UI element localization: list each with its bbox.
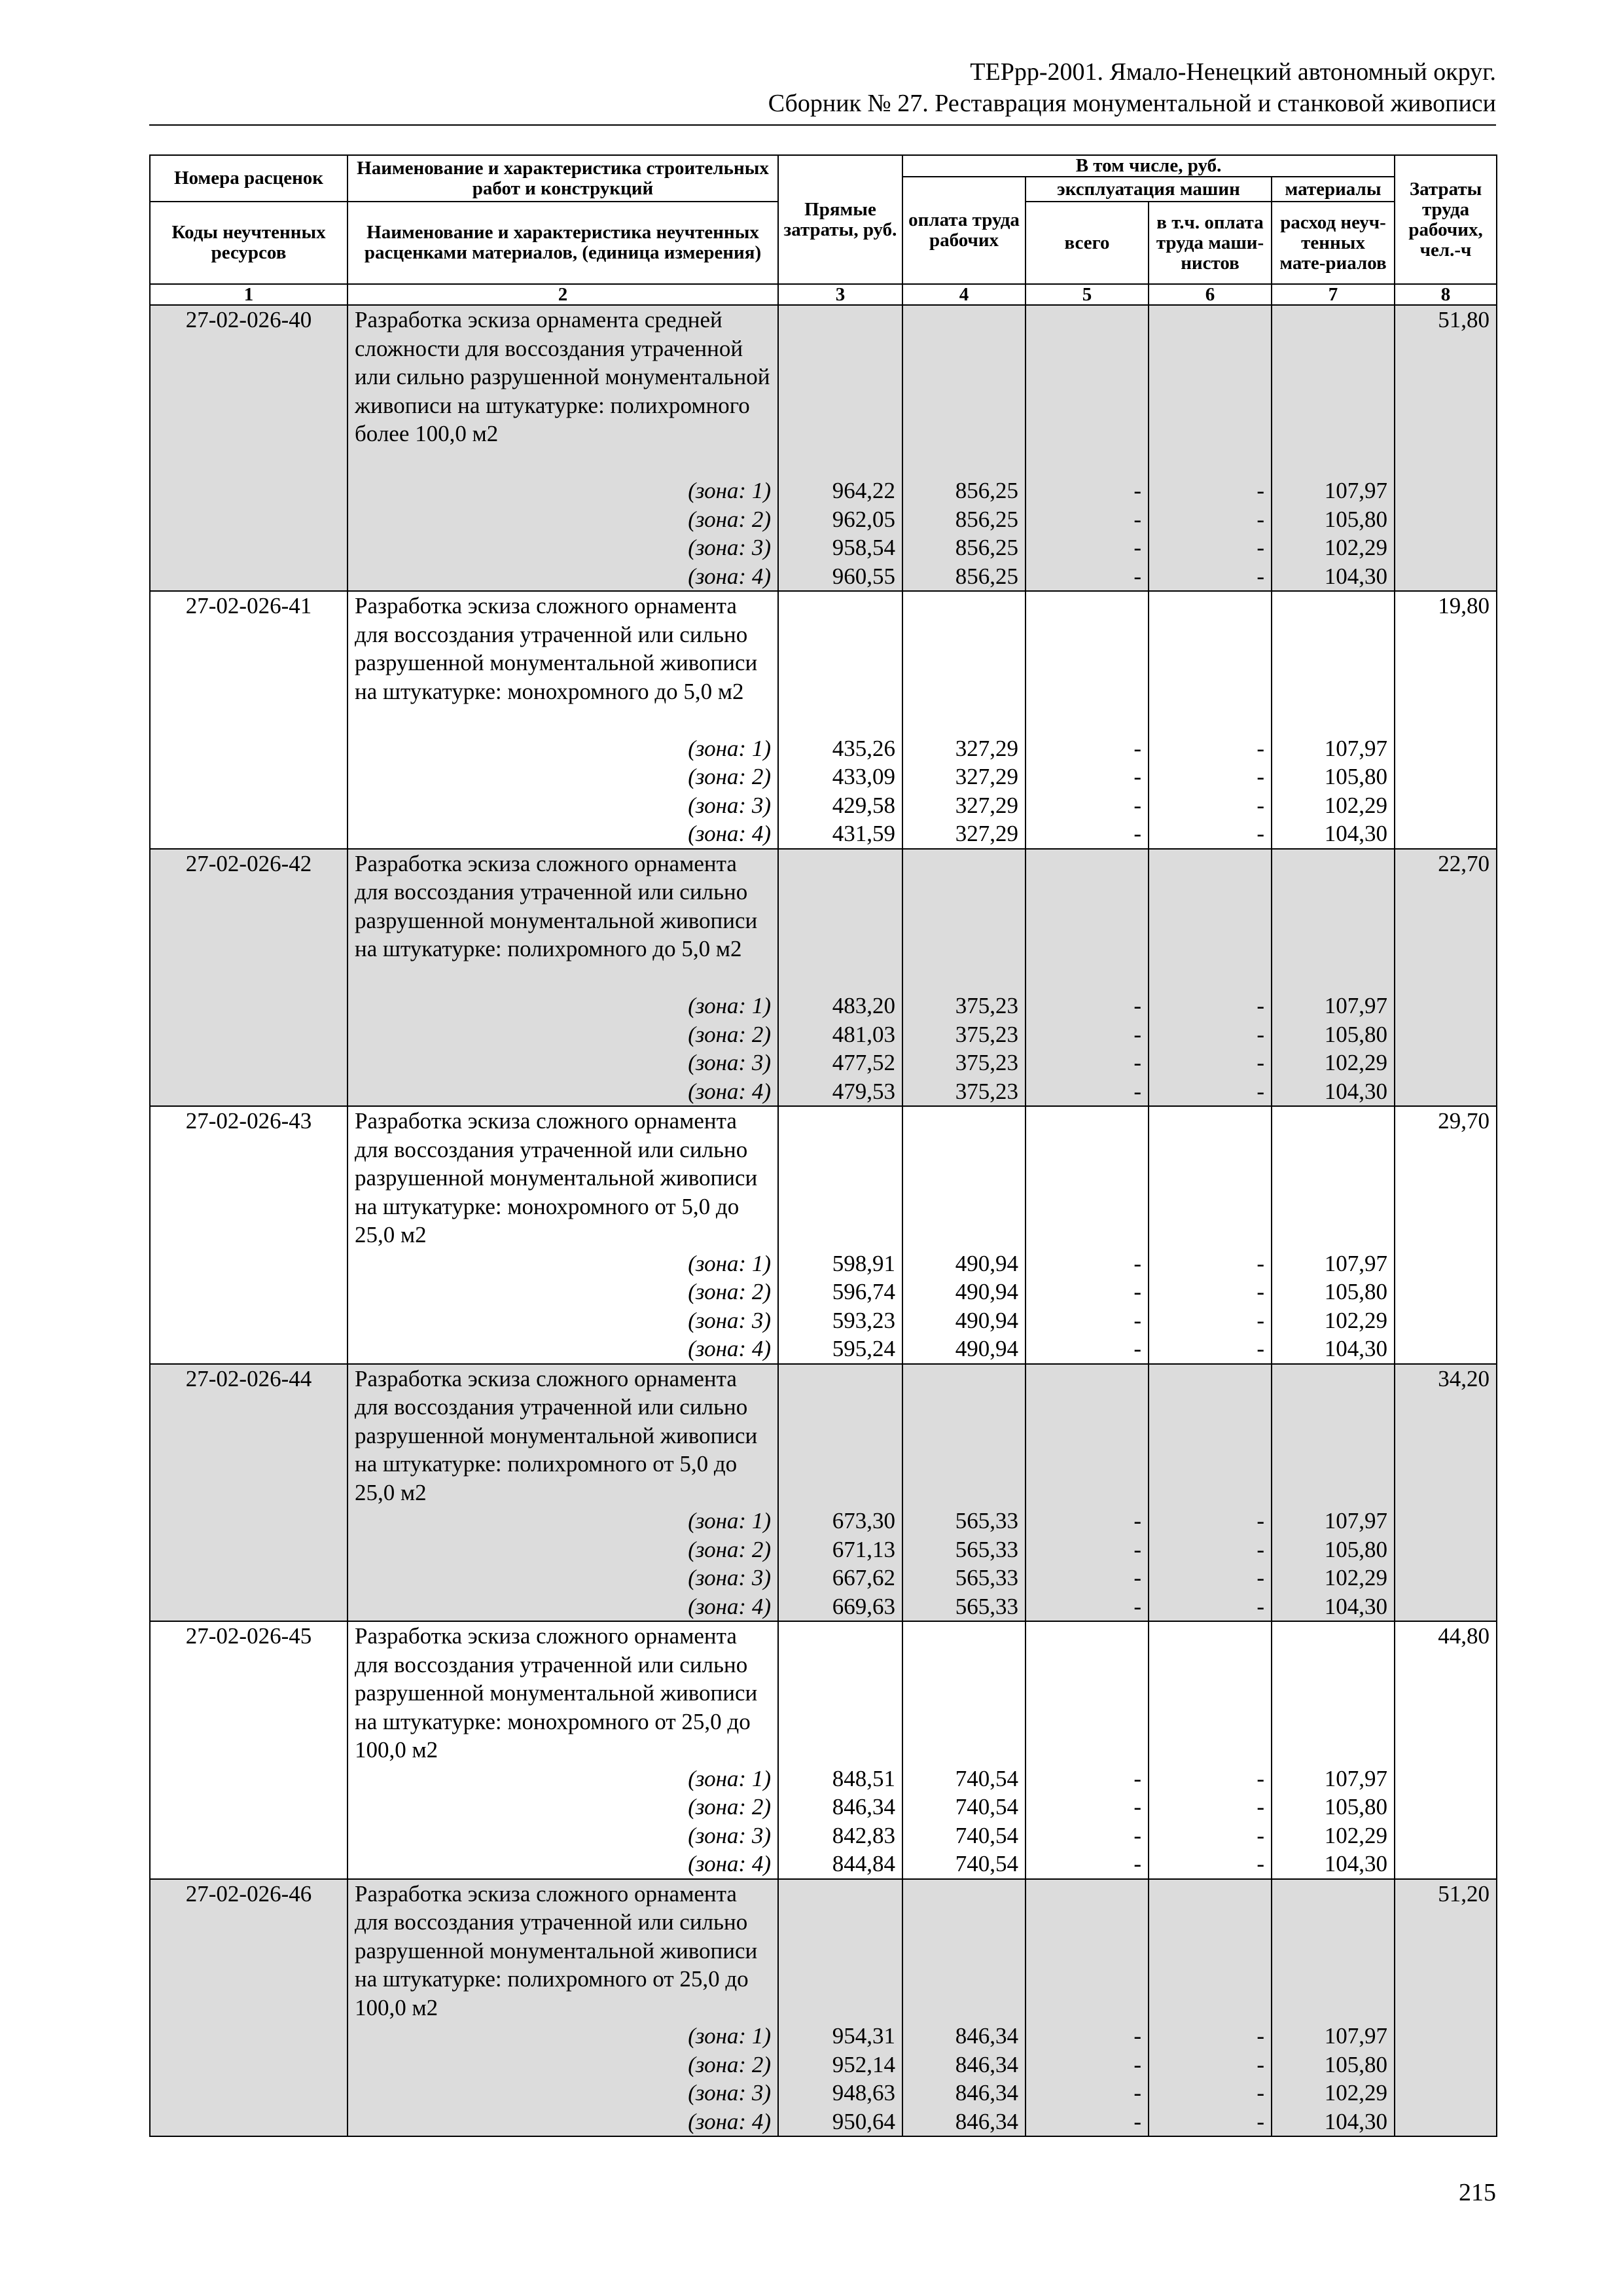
labor-pay-value: 740,54 — [955, 1822, 1018, 1848]
direct-costs-value: 667,62 — [832, 1565, 895, 1590]
direct-costs-cell — [778, 591, 902, 849]
machine-total-value: - — [1133, 1307, 1141, 1333]
machine-total-value: - — [1133, 792, 1141, 818]
machine-total-value: - — [1133, 1508, 1141, 1534]
header-direct-costs: Прямые затраты, руб. — [778, 155, 902, 284]
labor-costs-cell — [1395, 305, 1497, 591]
direct-costs-value: 433,09 — [832, 764, 895, 789]
materials-value: 104,30 — [1324, 821, 1388, 846]
machine-total-cell — [1026, 305, 1149, 591]
machine-total-value: - — [1133, 1851, 1141, 1876]
materials-value: 104,30 — [1324, 563, 1388, 589]
materials-value: 102,29 — [1324, 535, 1388, 560]
direct-costs-value: 481,03 — [832, 1021, 895, 1047]
work-name: Разработка эскиза сложного орнамента для воссоздания утраченной или сильно разрушенной монументальной живописи на штукатурке: монохромного от 5,0 до 25,0 м2 — [355, 1108, 758, 1247]
rates-table — [149, 154, 1497, 2137]
machinist-pay-value: - — [1257, 1822, 1264, 1848]
labor-costs-cell — [1395, 1364, 1497, 1622]
direct-costs-value: 431,59 — [832, 821, 895, 846]
page-number: 215 — [1459, 2179, 1496, 2206]
zone-label: (зона: 3) — [688, 792, 771, 818]
machine-total-value: - — [1133, 478, 1141, 503]
machinist-pay-value: - — [1257, 1565, 1264, 1590]
materials-value: 102,29 — [1324, 2080, 1388, 2106]
materials-cell — [1272, 1621, 1395, 1879]
labor-pay-value: 375,23 — [955, 993, 1018, 1018]
machinist-pay-value: - — [1257, 506, 1264, 532]
labor-pay-value: 490,94 — [955, 1307, 1018, 1333]
machinist-pay-cell — [1149, 305, 1272, 591]
machinist-pay-value: - — [1257, 1021, 1264, 1047]
materials-cell — [1272, 1879, 1395, 2137]
materials-value: 105,80 — [1324, 506, 1388, 532]
table-row — [150, 1621, 1497, 1879]
work-name-cell — [348, 305, 778, 591]
materials-value: 104,30 — [1324, 1851, 1388, 1876]
labor-pay-value: 327,29 — [955, 792, 1018, 818]
machine-total-value: - — [1133, 1279, 1141, 1304]
machine-total-value: - — [1133, 1794, 1141, 1820]
machinist-pay-cell — [1149, 1621, 1272, 1879]
zone-label: (зона: 2) — [688, 2051, 771, 2077]
zone-label: (зона: 4) — [688, 563, 771, 589]
direct-costs-value: 596,74 — [832, 1279, 895, 1304]
work-name: Разработка эскиза орнамента средней сложности для воссоздания утраченной или сильно разрушенной монументальной живописи на штукатурке: полихромного более 100,0 м2 — [355, 307, 770, 446]
direct-costs-value: 964,22 — [832, 478, 895, 503]
direct-costs-value: 958,54 — [832, 535, 895, 560]
direct-costs-value: 846,34 — [832, 1794, 895, 1820]
labor-pay-cell — [902, 305, 1026, 591]
table-row — [150, 1879, 1497, 2137]
machine-total-value: - — [1133, 1050, 1141, 1075]
column-number: 7 — [1272, 284, 1395, 305]
machine-total-value: - — [1133, 1336, 1141, 1361]
direct-costs-value: 479,53 — [832, 1078, 895, 1104]
machine-total-value: - — [1133, 764, 1141, 789]
rate-code-cell — [150, 1621, 348, 1879]
zone-label: (зона: 3) — [688, 535, 771, 560]
zone-label: (зона: 2) — [688, 506, 771, 532]
rate-code: 27-02-026-43 — [185, 1108, 312, 1134]
materials-value: 102,29 — [1324, 1822, 1388, 1848]
zone-label: (зона: 4) — [688, 1336, 771, 1361]
labor-pay-value: 490,94 — [955, 1250, 1018, 1276]
materials-value: 104,30 — [1324, 2108, 1388, 2134]
zone-label: (зона: 2) — [688, 1536, 771, 1562]
labor-costs-cell — [1395, 1879, 1497, 2137]
materials-value: 105,80 — [1324, 1794, 1388, 1820]
materials-value: 102,29 — [1324, 1565, 1388, 1590]
labor-pay-cell — [902, 849, 1026, 1107]
zone-label: (зона: 1) — [688, 1250, 771, 1276]
materials-value: 105,80 — [1324, 2051, 1388, 2077]
machine-total-value: - — [1133, 506, 1141, 532]
materials-value: 104,30 — [1324, 1336, 1388, 1361]
labor-pay-value: 846,34 — [955, 2051, 1018, 2077]
machine-total-value: - — [1133, 535, 1141, 560]
materials-cell — [1272, 1364, 1395, 1622]
labor-pay-value: 490,94 — [955, 1336, 1018, 1361]
header-machine-operation: эксплуатация машин — [1026, 177, 1272, 202]
machine-total-value: - — [1133, 1593, 1141, 1619]
direct-costs-value: 673,30 — [832, 1508, 895, 1534]
machine-total-value: - — [1133, 563, 1141, 589]
rate-code: 27-02-026-40 — [185, 307, 312, 332]
materials-value: 107,97 — [1324, 2023, 1388, 2049]
materials-value: 107,97 — [1324, 1508, 1388, 1534]
header-machinist-pay: в т.ч. оплата труда маши-нистов — [1149, 202, 1272, 284]
labor-pay-value: 846,34 — [955, 2108, 1018, 2134]
machine-total-cell — [1026, 1106, 1149, 1364]
direct-costs-value: 477,52 — [832, 1050, 895, 1075]
machinist-pay-value: - — [1257, 993, 1264, 1018]
column-number: 1 — [150, 284, 348, 305]
rate-code: 27-02-026-45 — [185, 1623, 312, 1649]
materials-value: 107,97 — [1324, 735, 1388, 761]
work-name: Разработка эскиза сложного орнамента для воссоздания утраченной или сильно разрушенной монументальной живописи на штукатурке: монохромного до 5,0 м2 — [355, 593, 758, 704]
materials-cell — [1272, 591, 1395, 849]
zone-label: (зона: 3) — [688, 1565, 771, 1590]
zone-label: (зона: 4) — [688, 1851, 771, 1876]
labor-pay-value: 740,54 — [955, 1794, 1018, 1820]
work-name-cell — [348, 591, 778, 849]
zone-label: (зона: 2) — [688, 1279, 771, 1304]
labor-costs-value: 29,70 — [1438, 1108, 1490, 1134]
labor-pay-cell — [902, 1364, 1026, 1622]
materials-value: 107,97 — [1324, 993, 1388, 1018]
machinist-pay-value: - — [1257, 2051, 1264, 2077]
machine-total-value: - — [1133, 2080, 1141, 2106]
machine-total-value: - — [1133, 993, 1141, 1018]
labor-pay-cell — [902, 1106, 1026, 1364]
header-resource-codes: Коды неучтенных ресурсов — [150, 202, 348, 284]
machinist-pay-value: - — [1257, 478, 1264, 503]
header-material-names: Наименование и характеристика неучтенных расценками материалов, (единица измерения) — [348, 202, 778, 284]
machinist-pay-value: - — [1257, 2080, 1264, 2106]
direct-costs-cell — [778, 849, 902, 1107]
labor-costs-value: 22,70 — [1438, 850, 1490, 876]
work-name: Разработка эскиза сложного орнамента для воссоздания утраченной или сильно разрушенной монументальной живописи на штукатурке: полихромного от 5,0 до 25,0 м2 — [355, 1365, 758, 1505]
machine-total-value: - — [1133, 1250, 1141, 1276]
direct-costs-value: 844,84 — [832, 1851, 895, 1876]
labor-pay-cell — [902, 1621, 1026, 1879]
zone-label: (зона: 1) — [688, 2023, 771, 2049]
materials-value: 102,29 — [1324, 1307, 1388, 1333]
direct-costs-value: 842,83 — [832, 1822, 895, 1848]
rate-code-cell — [150, 1879, 348, 2137]
machinist-pay-value: - — [1257, 535, 1264, 560]
machinist-pay-value: - — [1257, 1078, 1264, 1104]
rate-code-cell — [150, 305, 348, 591]
labor-pay-value: 327,29 — [955, 821, 1018, 846]
machinist-pay-value: - — [1257, 1593, 1264, 1619]
machinist-pay-cell — [1149, 591, 1272, 849]
column-number: 4 — [902, 284, 1026, 305]
direct-costs-cell — [778, 1879, 902, 2137]
rate-code: 27-02-026-46 — [185, 1880, 312, 1907]
zone-label: (зона: 1) — [688, 735, 771, 761]
direct-costs-value: 595,24 — [832, 1336, 895, 1361]
materials-cell — [1272, 305, 1395, 591]
materials-cell — [1272, 849, 1395, 1107]
materials-value: 107,97 — [1324, 478, 1388, 503]
direct-costs-value: 948,63 — [832, 2080, 895, 2106]
labor-costs-cell — [1395, 849, 1497, 1107]
zone-label: (зона: 4) — [688, 1593, 771, 1619]
labor-costs-value: 19,80 — [1438, 593, 1490, 619]
labor-costs-value: 34,20 — [1438, 1365, 1490, 1391]
table-row — [150, 1106, 1497, 1364]
column-number: 6 — [1149, 284, 1272, 305]
header-work-name: Наименование и характеристика строительных работ и конструкций — [348, 155, 778, 202]
rate-code: 27-02-026-42 — [185, 850, 312, 876]
labor-pay-value: 327,29 — [955, 735, 1018, 761]
header-unaccounted-materials: расход неуч-тенных мате-риалов — [1272, 202, 1395, 284]
machinist-pay-cell — [1149, 1879, 1272, 2137]
direct-costs-value: 598,91 — [832, 1250, 895, 1276]
machinist-pay-value: - — [1257, 1851, 1264, 1876]
machine-total-value: - — [1133, 735, 1141, 761]
work-name: Разработка эскиза сложного орнамента для воссоздания утраченной или сильно разрушенной монументальной живописи на штукатурке: полихромного до 5,0 м2 — [355, 850, 758, 961]
machinist-pay-cell — [1149, 1106, 1272, 1364]
direct-costs-value: 952,14 — [832, 2051, 895, 2077]
machine-total-cell — [1026, 1621, 1149, 1879]
machinist-pay-value: - — [1257, 1307, 1264, 1333]
direct-costs-value: 593,23 — [832, 1307, 895, 1333]
machinist-pay-value: - — [1257, 563, 1264, 589]
direct-costs-value: 435,26 — [832, 735, 895, 761]
rate-code-cell — [150, 591, 348, 849]
work-name-cell — [348, 1879, 778, 2137]
machinist-pay-value: - — [1257, 1050, 1264, 1075]
work-name-cell — [348, 1621, 778, 1879]
zone-label: (зона: 1) — [688, 478, 771, 503]
materials-value: 105,80 — [1324, 1536, 1388, 1562]
machine-total-value: - — [1133, 1021, 1141, 1047]
header-title-line-2: Сборник № 27. Реставрация монументальной и станковой живописи — [768, 90, 1496, 117]
machine-total-value: - — [1133, 821, 1141, 846]
machinist-pay-value: - — [1257, 2023, 1264, 2049]
labor-costs-value: 44,80 — [1438, 1623, 1490, 1649]
materials-value: 107,97 — [1324, 1250, 1388, 1276]
work-name-cell — [348, 1364, 778, 1622]
column-numbers-row — [150, 284, 1497, 305]
labor-pay-value: 846,34 — [955, 2023, 1018, 2049]
materials-value: 105,80 — [1324, 1021, 1388, 1047]
labor-pay-value: 565,33 — [955, 1508, 1018, 1534]
labor-costs-cell — [1395, 591, 1497, 849]
zone-label: (зона: 2) — [688, 1794, 771, 1820]
zone-label: (зона: 2) — [688, 764, 771, 789]
materials-value: 102,29 — [1324, 792, 1388, 818]
machine-total-value: - — [1133, 1078, 1141, 1104]
header-rate-numbers: Номера расценок — [150, 155, 348, 202]
zone-label: (зона: 3) — [688, 1307, 771, 1333]
labor-pay-value: 565,33 — [955, 1536, 1018, 1562]
labor-pay-value: 856,25 — [955, 563, 1018, 589]
machinist-pay-value: - — [1257, 821, 1264, 846]
machine-total-value: - — [1133, 1565, 1141, 1590]
rate-code: 27-02-026-44 — [185, 1365, 312, 1391]
materials-value: 105,80 — [1324, 764, 1388, 789]
labor-pay-value: 846,34 — [955, 2080, 1018, 2106]
direct-costs-value: 950,64 — [832, 2108, 895, 2134]
materials-cell — [1272, 1106, 1395, 1364]
labor-costs-cell — [1395, 1106, 1497, 1364]
materials-value: 107,97 — [1324, 1765, 1388, 1791]
table-row — [150, 591, 1497, 849]
machinist-pay-value: - — [1257, 1765, 1264, 1791]
labor-costs-value: 51,20 — [1438, 1880, 1490, 1907]
materials-value: 105,80 — [1324, 1279, 1388, 1304]
machinist-pay-value: - — [1257, 2108, 1264, 2134]
header-labor-costs: Затраты труда рабочих, чел.-ч — [1395, 155, 1497, 284]
machinist-pay-value: - — [1257, 1250, 1264, 1276]
machine-total-value: - — [1133, 1536, 1141, 1562]
header-total: всего — [1026, 202, 1149, 284]
machine-total-value: - — [1133, 2051, 1141, 2077]
zone-label: (зона: 1) — [688, 1765, 771, 1791]
labor-pay-value: 856,25 — [955, 478, 1018, 503]
machinist-pay-cell — [1149, 1364, 1272, 1622]
labor-pay-cell — [902, 1879, 1026, 2137]
work-name-cell — [348, 849, 778, 1107]
labor-pay-value: 565,33 — [955, 1593, 1018, 1619]
direct-costs-cell — [778, 1106, 902, 1364]
direct-costs-cell — [778, 305, 902, 591]
direct-costs-value: 962,05 — [832, 506, 895, 532]
table-row — [150, 849, 1497, 1107]
direct-costs-value: 483,20 — [832, 993, 895, 1018]
page-header — [149, 56, 1496, 119]
direct-costs-value: 671,13 — [832, 1536, 895, 1562]
header-materials: материалы — [1272, 177, 1395, 202]
labor-pay-value: 565,33 — [955, 1565, 1018, 1590]
machine-total-value: - — [1133, 2108, 1141, 2134]
work-name: Разработка эскиза сложного орнамента для воссоздания утраченной или сильно разрушенной монументальной живописи на штукатурке: монохромного от 25,0 до 100,0 м2 — [355, 1623, 758, 1763]
header-title-line-1: ТЕРрр-2001. Ямало-Ненецкий автономный округ. — [970, 58, 1496, 86]
header-labor-pay: оплата труда рабочих — [902, 177, 1026, 284]
zone-label: (зона: 4) — [688, 2108, 771, 2134]
machinist-pay-value: - — [1257, 735, 1264, 761]
labor-pay-value: 490,94 — [955, 1279, 1018, 1304]
direct-costs-cell — [778, 1364, 902, 1622]
machinist-pay-value: - — [1257, 1508, 1264, 1534]
zone-label: (зона: 3) — [688, 2080, 771, 2106]
zone-label: (зона: 1) — [688, 1508, 771, 1534]
zone-label: (зона: 3) — [688, 1050, 771, 1075]
direct-costs-value: 954,31 — [832, 2023, 895, 2049]
machinist-pay-cell — [1149, 849, 1272, 1107]
rates-table-body — [150, 305, 1497, 2136]
column-number: 8 — [1395, 284, 1497, 305]
labor-pay-value: 740,54 — [955, 1851, 1018, 1876]
labor-costs-cell — [1395, 1621, 1497, 1879]
machine-total-cell — [1026, 1364, 1149, 1622]
rate-code-cell — [150, 1364, 348, 1622]
work-name-cell — [348, 1106, 778, 1364]
column-number: 2 — [348, 284, 778, 305]
zone-label: (зона: 1) — [688, 993, 771, 1018]
labor-pay-value: 375,23 — [955, 1050, 1018, 1075]
labor-pay-cell — [902, 591, 1026, 849]
labor-pay-value: 375,23 — [955, 1021, 1018, 1047]
labor-costs-value: 51,80 — [1438, 307, 1490, 332]
materials-value: 104,30 — [1324, 1593, 1388, 1619]
machinist-pay-value: - — [1257, 1794, 1264, 1820]
zone-label: (зона: 4) — [688, 821, 771, 846]
machine-total-value: - — [1133, 2023, 1141, 2049]
machinist-pay-value: - — [1257, 1536, 1264, 1562]
column-number: 5 — [1026, 284, 1149, 305]
direct-costs-cell — [778, 1621, 902, 1879]
direct-costs-value: 960,55 — [832, 563, 895, 589]
machinist-pay-value: - — [1257, 1279, 1264, 1304]
work-name: Разработка эскиза сложного орнамента для воссоздания утраченной или сильно разрушенной монументальной живописи на штукатурке: полихромного от 25,0 до 100,0 м2 — [355, 1880, 758, 2020]
machine-total-value: - — [1133, 1822, 1141, 1848]
machinist-pay-value: - — [1257, 1336, 1264, 1361]
header-rule — [149, 124, 1496, 126]
machine-total-cell — [1026, 591, 1149, 849]
zone-label: (зона: 3) — [688, 1822, 771, 1848]
labor-pay-value: 327,29 — [955, 764, 1018, 789]
materials-value: 102,29 — [1324, 1050, 1388, 1075]
table-row — [150, 305, 1497, 591]
rate-code: 27-02-026-41 — [185, 593, 312, 619]
zone-label: (зона: 2) — [688, 1021, 771, 1047]
header-including: В том числе, руб. — [902, 155, 1395, 177]
machinist-pay-value: - — [1257, 764, 1264, 789]
materials-value: 104,30 — [1324, 1078, 1388, 1104]
zone-label: (зона: 4) — [688, 1078, 771, 1104]
direct-costs-value: 669,63 — [832, 1593, 895, 1619]
labor-pay-value: 740,54 — [955, 1765, 1018, 1791]
column-number: 3 — [778, 284, 902, 305]
labor-pay-value: 856,25 — [955, 535, 1018, 560]
machinist-pay-value: - — [1257, 792, 1264, 818]
labor-pay-value: 856,25 — [955, 506, 1018, 532]
direct-costs-value: 429,58 — [832, 792, 895, 818]
labor-pay-value: 375,23 — [955, 1078, 1018, 1104]
machine-total-cell — [1026, 849, 1149, 1107]
rate-code-cell — [150, 1106, 348, 1364]
machine-total-value: - — [1133, 1765, 1141, 1791]
direct-costs-value: 848,51 — [832, 1765, 895, 1791]
machine-total-cell — [1026, 1879, 1149, 2137]
rate-code-cell — [150, 849, 348, 1107]
table-row — [150, 1364, 1497, 1622]
